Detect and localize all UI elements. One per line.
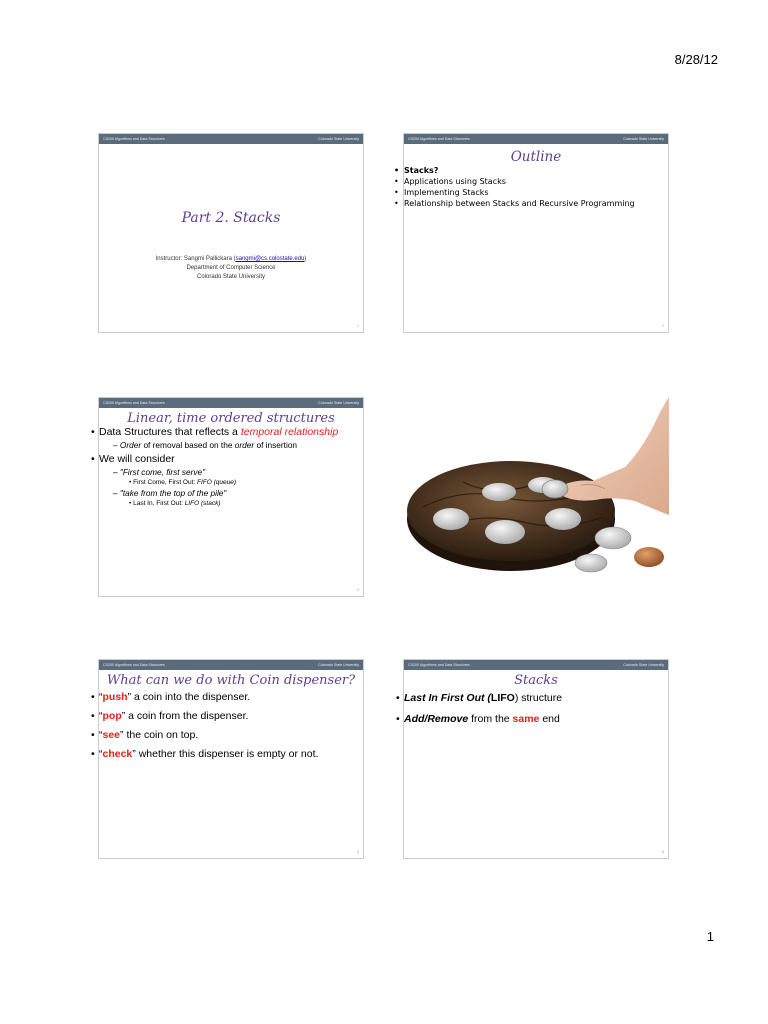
slot-coin: [433, 508, 469, 530]
list-item: [404, 688, 668, 709]
lifo-abbrev: LIFO: [490, 692, 515, 704]
slide-header: [404, 134, 668, 144]
slide-number: 3: [357, 588, 359, 592]
instructor-line: [99, 255, 363, 264]
instructor-suffix: ): [304, 256, 307, 262]
list-item: • Relationship between Stacks and Recursive Programming: [404, 198, 668, 209]
list-item: • “see” the coin on top.: [99, 726, 363, 745]
header-course: CS200 Algorithms and Data Structures: [408, 137, 470, 141]
slot-coin: [545, 508, 581, 530]
slide-title-page: [98, 133, 364, 333]
page-date: 8/28/12: [674, 52, 718, 67]
department: Department of Computer Science: [186, 265, 276, 271]
keyword-check: check: [102, 748, 133, 760]
sub-item-fifo-phrase: – "First come, first serve": [113, 467, 206, 477]
slide-number: 1: [357, 324, 359, 328]
keyword-push: push: [102, 691, 128, 703]
text-order-2: order: [234, 440, 255, 450]
slide-outline: [403, 133, 669, 333]
loose-coin: [634, 547, 664, 567]
header-course: CS200 Algorithms and Data Structures: [103, 401, 165, 405]
item-text: whether this dispenser is empty or not.: [135, 748, 319, 760]
item-text: the coin on top.: [123, 729, 199, 741]
slide-stacks: [403, 659, 669, 859]
header-university: Colorado State University: [623, 663, 664, 667]
held-coin: [542, 480, 568, 498]
same-keyword: same: [512, 713, 540, 725]
lifo-label: Last In, First Out:: [133, 500, 185, 507]
fifo-phrase: "First come, first serve": [119, 467, 206, 477]
keyword-pop: pop: [102, 710, 122, 722]
slide-header: [404, 660, 668, 670]
hand: [559, 397, 669, 515]
header-university: Colorado State University: [318, 137, 359, 141]
bullet-text: Data Structures that reflects a: [99, 426, 241, 438]
dispenser-top: [407, 461, 615, 561]
header-university: Colorado State University: [318, 401, 359, 405]
slide-heading: Linear, time ordered structures: [127, 411, 335, 426]
instructor-credit: [99, 255, 363, 282]
fifo-label: First Come, First Out:: [133, 479, 198, 486]
sub-sub-item-fifo: • First Come, First Out: FIFO (queue): [129, 479, 237, 486]
list-item: • We will consider: [99, 453, 363, 466]
structure-text: ) structure: [514, 692, 563, 704]
slide-header: [99, 134, 363, 144]
slot-coin: [482, 483, 516, 501]
lifo-term: LIFO (stack): [184, 500, 221, 507]
text-order: Order: [119, 440, 142, 450]
temporal-highlight: temporal relationship: [240, 426, 339, 438]
list-item: • Stacks?: [404, 165, 668, 176]
loose-coin: [595, 527, 631, 549]
list-item: • “pop” a coin from the dispenser.: [99, 707, 363, 726]
header-university: Colorado State University: [318, 663, 359, 667]
slide-header: [99, 660, 363, 670]
fifo-term: FIFO (queue): [197, 479, 237, 486]
list-item: • Implementing Stacks: [404, 187, 668, 198]
sub-item-order: – Order of removal based on the order of insertion: [113, 440, 298, 450]
page-number: 1: [706, 929, 714, 944]
slide-number: 6: [662, 850, 664, 854]
stacks-list: [404, 688, 668, 730]
list-item: [404, 709, 668, 730]
item-text: a coin from the dispenser.: [125, 710, 249, 722]
slot-coin: [485, 520, 525, 544]
item-text: a coin into the dispenser.: [131, 691, 251, 703]
coin-list: [99, 688, 363, 764]
text-removal: of removal based on the: [141, 440, 235, 450]
slide-heading: Outline: [510, 149, 562, 165]
from-the-text: from the: [468, 713, 513, 725]
slide-heading: What can we do with Coin dispenser?: [106, 673, 356, 688]
keyword-see: see: [102, 729, 121, 741]
linear-list-2: [99, 453, 363, 466]
instructor-prefix: Instructor: Sangmi Pallickara (: [155, 256, 236, 262]
header-university: Colorado State University: [623, 137, 664, 141]
slide-coin-dispenser: [98, 659, 364, 859]
outline-list: [404, 165, 668, 209]
header-course: CS200 Algorithms and Data Structures: [103, 663, 165, 667]
slide-heading: Stacks: [514, 673, 558, 688]
linear-list: [99, 426, 363, 439]
loose-coin: [575, 554, 607, 572]
list-item: • “check” whether this dispenser is empty or not.: [99, 745, 363, 764]
slide-main-title: Part 2. Stacks: [181, 210, 281, 226]
header-course: CS200 Algorithms and Data Structures: [103, 137, 165, 141]
list-item: • Applications using Stacks: [404, 176, 668, 187]
add-remove-phrase: Add/Remove: [404, 713, 469, 725]
list-item: • “push” a coin into the dispenser.: [99, 688, 363, 707]
lifo-phrase: "take from the top of the pile": [119, 488, 227, 498]
header-course: CS200 Algorithms and Data Structures: [408, 663, 470, 667]
sub-item-lifo-phrase: – "take from the top of the pile": [113, 488, 227, 498]
slide-header: [99, 398, 363, 408]
sub-sub-item-lifo: • Last In, First Out: LIFO (stack): [129, 500, 221, 507]
coin-dispenser-photo: [403, 397, 669, 597]
lifo-phrase: Last In First Out (: [404, 692, 491, 704]
text-insertion: of insertion: [254, 440, 298, 450]
slide-linear-structures: [98, 397, 364, 597]
list-item: [99, 426, 363, 439]
slide-number: 5: [357, 850, 359, 854]
coin-dispenser-illustration: [403, 397, 669, 597]
end-text: end: [539, 713, 560, 725]
university: Colorado State University: [196, 274, 266, 280]
instructor-email-link[interactable]: sangmi@cs.colostate.edu: [235, 256, 305, 262]
slide-number: 2: [662, 324, 664, 328]
